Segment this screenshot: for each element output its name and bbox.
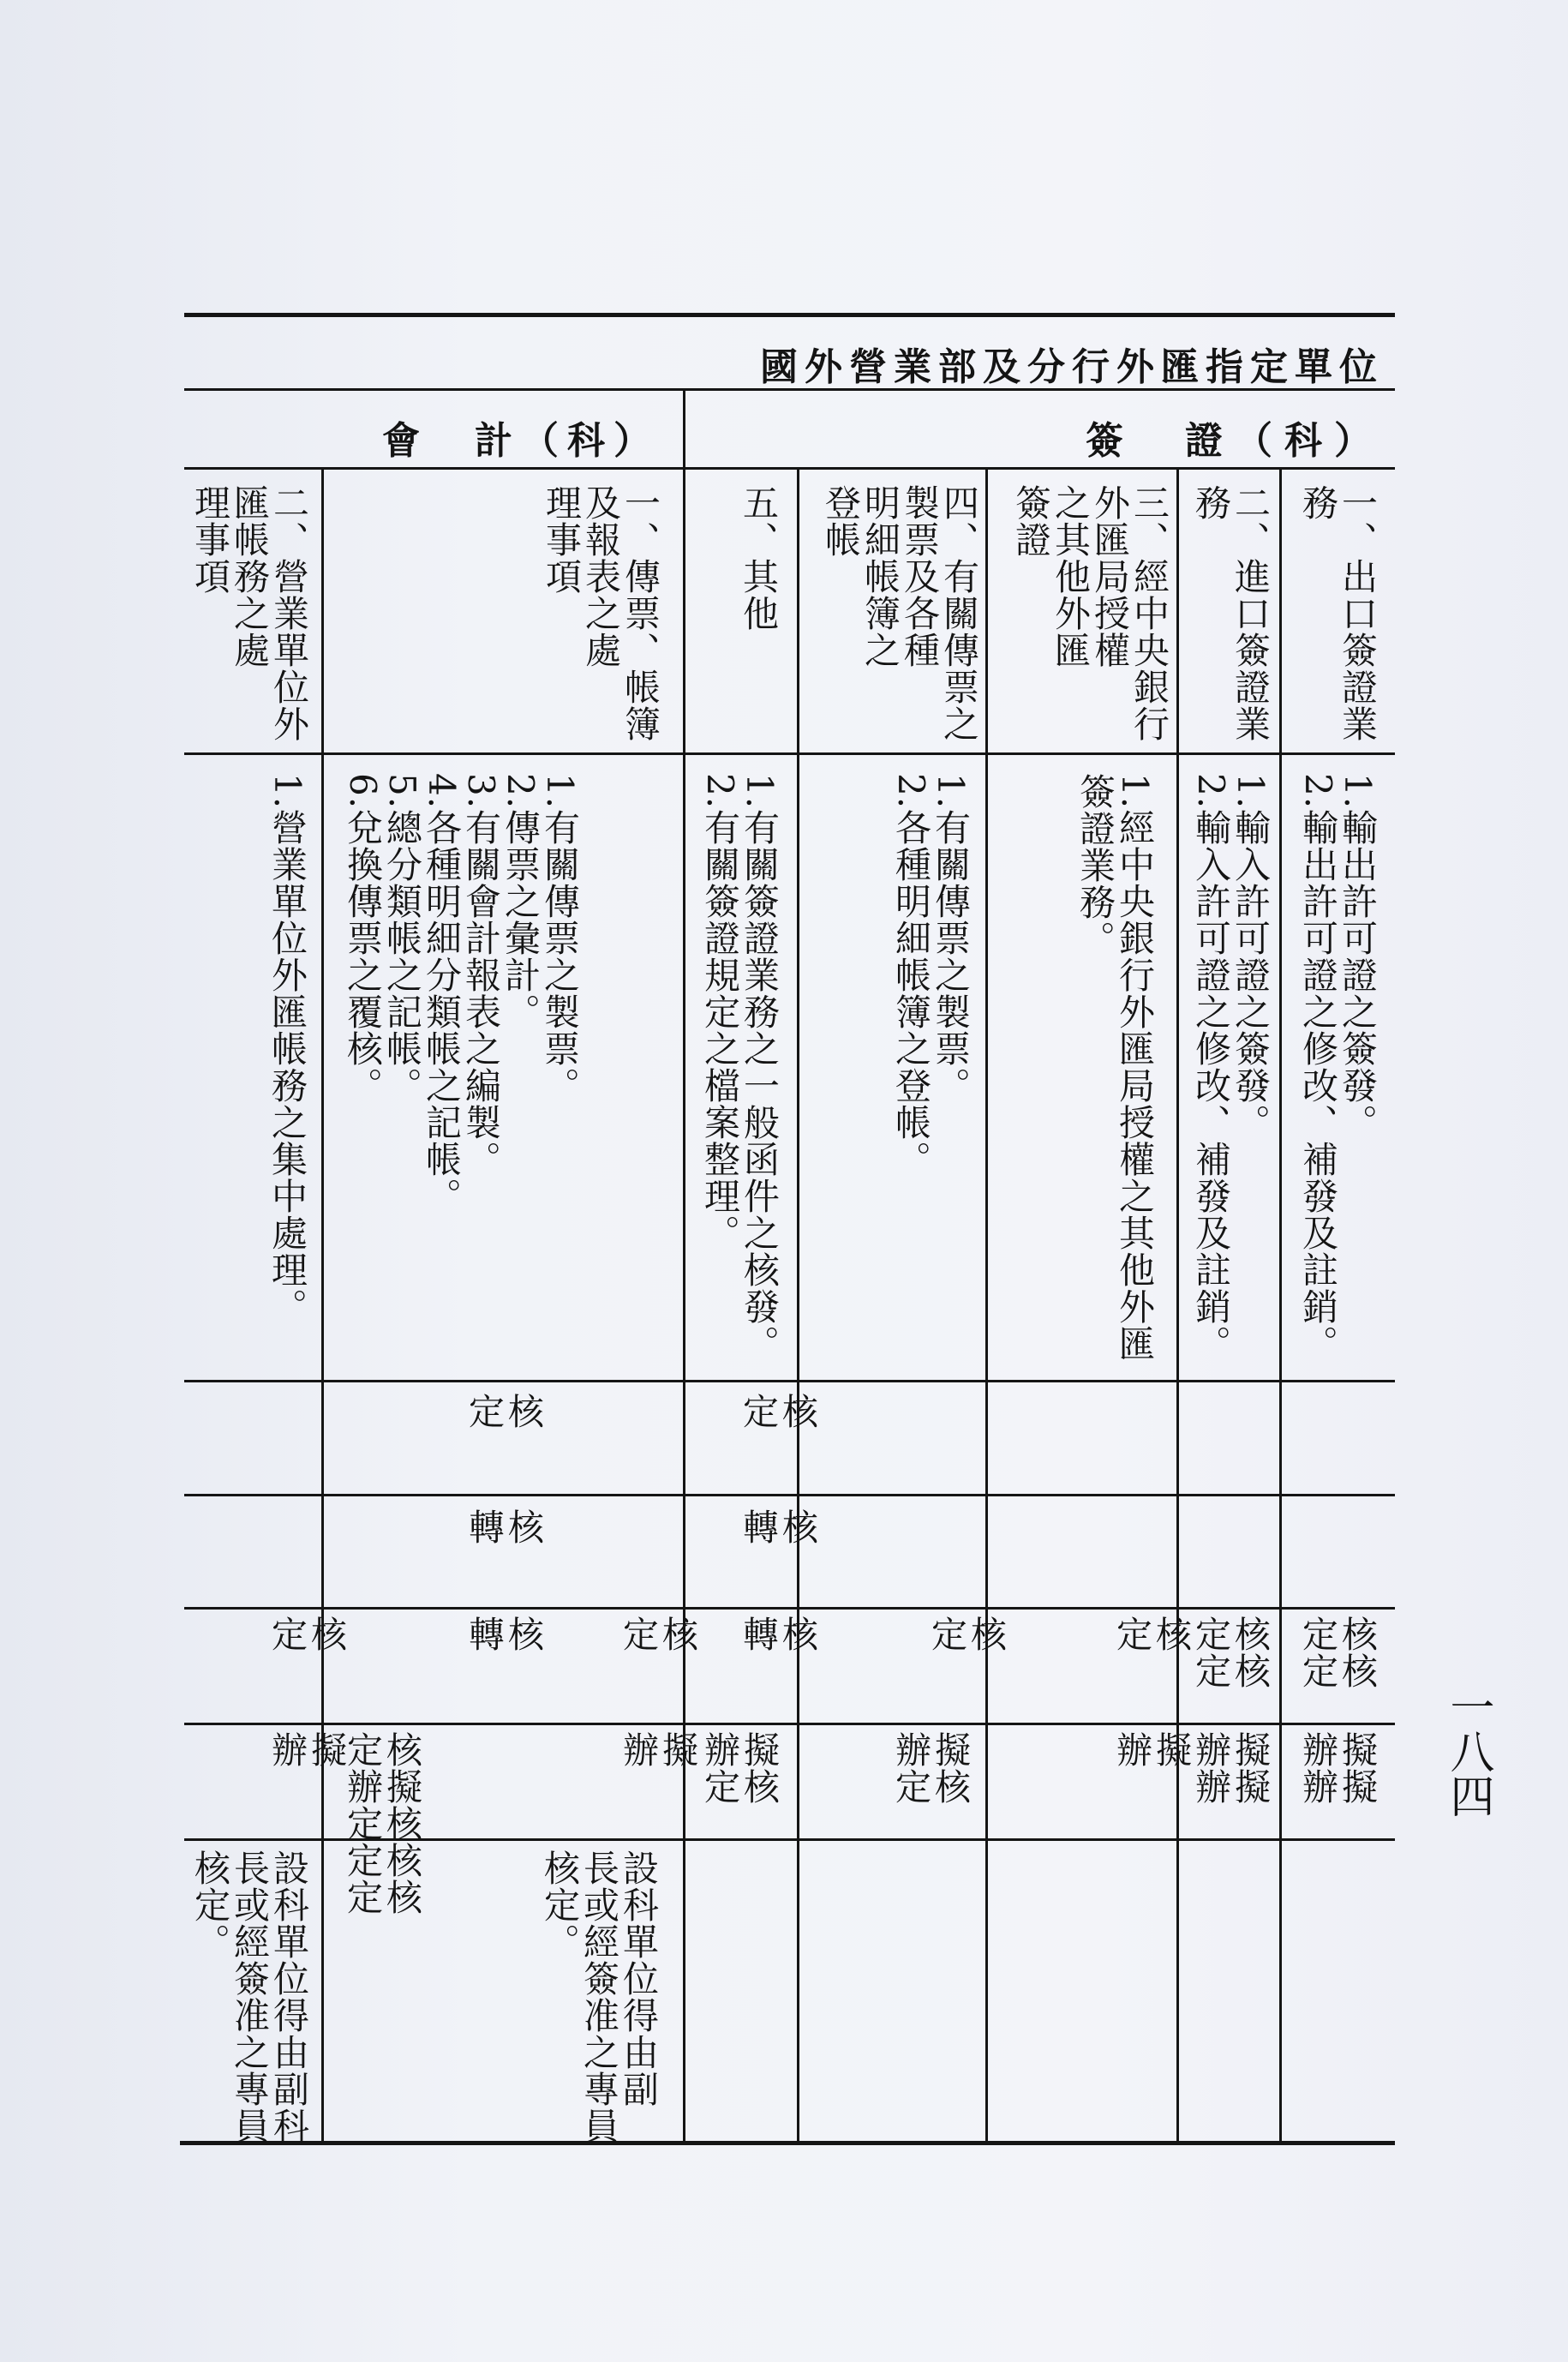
bottom-rule [180,2141,1395,2145]
acct-vouchers-forward: 核 轉 [464,1508,545,1545]
acct-content-vouchers: 1.有關傳票之製票。 2.傳票之彙計。 3.有關會計報表之編製。 4.各種明細分類帳之記帳。 5.總分類帳之記帳。 6.兌換傳票之覆核。 [342,773,581,1215]
rule-row3 [184,1494,1395,1496]
col-divider [321,467,324,2143]
visa-content-vouchers: 1.有關傳票之製票。 2.各種明細帳簿之登帳。 [890,773,972,1178]
acct-content-fx-accounts: 1.營業單位外匯帳務之集中處理。 [266,773,308,1326]
rule-row5 [184,1723,1395,1725]
page-number: 一八四 [1442,1684,1493,1818]
visa-other-fx-draft: 擬 辦 [1111,1731,1193,1768]
col-divider [797,467,799,2143]
visa-vouchers-review: 核 定 [926,1616,1008,1652]
acct-item-vouchers: 一、傳票、帳簿 及報表之處 理事項 [541,484,661,742]
acct-vouchers-review-b: 核 轉 [464,1616,545,1652]
visa-item-export: 一、出口簽證業 務 [1297,484,1379,742]
visa-item-import: 二、進口簽證業 務 [1190,484,1272,742]
rule-below-headers [184,467,1395,470]
visa-import-review: 核核 定定 [1190,1616,1272,1689]
rule-row4 [184,1607,1395,1610]
accounting-section-header: 會 計（科） [382,419,660,463]
acct-vouchers-draft-b: 核擬核核核 定辦定定定 [342,1731,423,1915]
rule-below-items [184,752,1395,755]
acct-fx-note: 設科單位得由副科 長或經簽准之專員 核定。 [189,1849,310,2144]
visa-item-vouchers: 四、有關傳票之 製票及各種 明細帳簿之 登帳 [820,484,980,742]
visa-vouchers-draft: 擬核 辦定 [890,1731,972,1805]
visa-content-export: 1.輸出許可證之簽發。 2.輸出許可證之修改、補發及註銷。 [1297,773,1379,1363]
col-divider [1176,467,1179,2143]
visa-export-review: 核核 定定 [1297,1616,1379,1689]
acct-vouchers-approve: 核 定 [464,1393,545,1430]
visa-content-import: 1.輸入許可證之簽發。 2.輸入許可證之修改、補發及註銷。 [1190,773,1272,1363]
visa-other-approve: 核 定 [738,1393,819,1430]
page-title: 國外營業部及分行外匯指定單位 [760,345,1384,389]
visa-other-draft: 擬核 辦定 [699,1731,781,1805]
acct-item-fx-accounts: 二、營業單位外 匯帳務之處 理事項 [189,484,310,742]
acct-fx-draft: 擬 辦 [266,1731,348,1768]
visa-import-draft: 擬擬 辦辦 [1190,1731,1272,1805]
visa-section-header: 簽 證（科） [1086,419,1384,463]
acct-vouchers-note: 設科單位得由副 長或經簽准之專員 核定。 [539,1849,660,2144]
visa-other-fx-review: 核 定 [1111,1616,1193,1652]
visa-item-other: 五、其他 [738,484,780,632]
visa-other-forward: 核 轉 [738,1508,819,1545]
top-rule [184,313,1395,317]
visa-content-other: 1.有關簽證業務之一般函件之核發。 2.有關簽證規定之檔案整理。 [699,773,781,1363]
acct-fx-review: 核 定 [266,1616,348,1652]
visa-content-other-fx: 1.經中央銀行外匯局授權之其他外匯 簽證業務。 [1074,773,1156,1363]
divider-visa-accounting [683,388,685,2143]
acct-vouchers-review-a: 核 定 [618,1616,699,1652]
acct-vouchers-draft-a: 擬 辦 [618,1731,699,1768]
visa-export-draft: 擬擬 辦辦 [1297,1731,1379,1805]
visa-other-review: 核 轉 [738,1616,819,1652]
col-divider [985,467,988,2143]
visa-item-other-fx: 三、經中央銀行 外匯局授權 之其他外匯 簽證 [1010,484,1170,742]
col-divider [1279,467,1282,2143]
rule-below-content [184,1380,1395,1382]
